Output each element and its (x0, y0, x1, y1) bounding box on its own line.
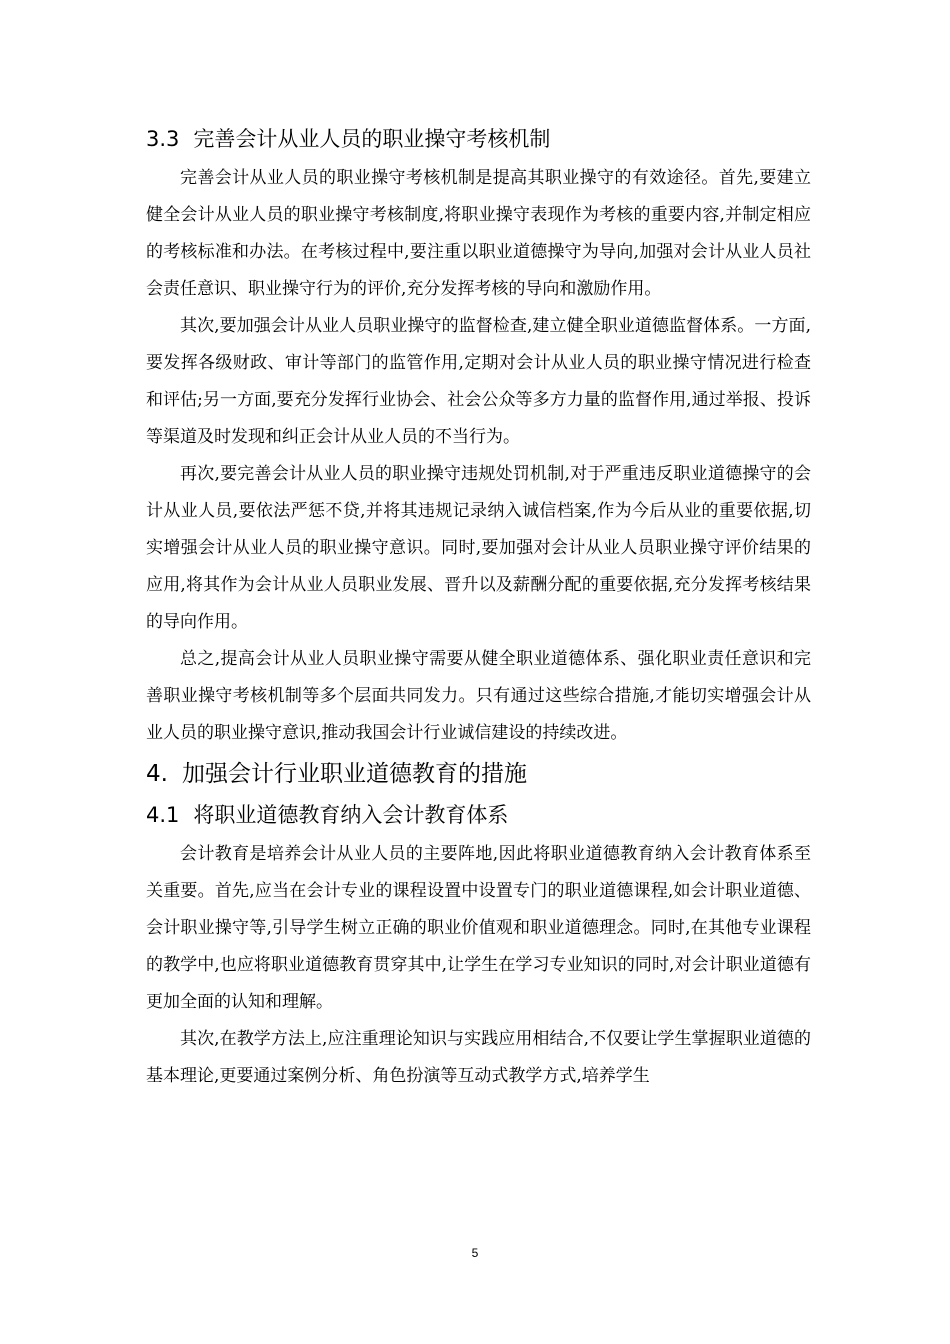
section-3-3-heading (146, 122, 811, 156)
section-3-3-title: 完善会计从业人员的职业操守考核机制 (193, 127, 551, 151)
section-4-1-paragraph-2: 其次,在教学方法上,应注重理论知识与实践应用相结合,不仅要让学生掌握职业道德的基本理论,更要通过案例分析、角色扮演等互动式教学方式,培养学生 (146, 1029, 811, 1086)
section-3-3-paragraph-3: 再次,要完善会计从业人员的职业操守违规处罚机制,对于严重违反职业道德操守的会计从业人员,要依法严惩不贷,并将其违规记录纳入诚信档案,作为今后从业的重要依据,切实增强会计从业人员的职业操守意识。同时,要加强对会计从业人员职业操守评价结果的应用,将其作为会计从业人员职业发展、晋升以及薪酬分配的重要依据,充分发挥考核结果的导向作用。 (146, 464, 811, 632)
section-3-3-number: 3.3 (146, 127, 180, 151)
section-4-number: 4. (146, 761, 168, 787)
section-3-3-paragraph-1: 完善会计从业人员的职业操守考核机制是提高其职业操守的有效途径。首先,要建立健全会计从业人员的职业操守考核制度,将职业操守表现作为考核的重要内容,并制定相应的考核标准和办法。在考核过程中,要注重以职业道德操守为导向,加强对会计从业人员社会责任意识、职业操守行为的评价,充分发挥考核的导向和激励作用。 (146, 168, 811, 299)
section-4-1-heading (146, 798, 811, 832)
section-4-title: 加强会计行业职业道德教育的措施 (181, 761, 527, 787)
section-3-3-paragraph-4: 总之,提高会计从业人员职业操守需要从健全职业道德体系、强化职业责任意识和完善职业操守考核机制等多个层面共同发力。只有通过这些综合措施,才能切实增强会计从业人员的职业操守意识,推动我国会计行业诚信建设的持续改进。 (146, 649, 811, 743)
section-3-3-paragraph-2: 其次,要加强会计从业人员职业操守的监督检查,建立健全职业道德监督体系。一方面,要发挥各级财政、审计等部门的监管作用,定期对会计从业人员的职业操守情况进行检查和评估;另一方面,要充分发挥行业协会、社会公众等多方力量的监督作用,通过举报、投诉等渠道及时发现和纠正会计从业人员的不当行为。 (146, 316, 811, 447)
section-4-1-paragraph-1: 会计教育是培养会计从业人员的主要阵地,因此将职业道德教育纳入会计教育体系至关重要。首先,应当在会计专业的课程设置中设置专门的职业道德课程,如会计职业道德、会计职业操守等,引导学生树立正确的职业价值观和职业道德理念。同时,在其他专业课程的教学中,也应将职业道德教育贯穿其中,让学生在学习专业知识的同时,对会计职业道德有更加全面的认知和理解。 (146, 844, 811, 1012)
section-4-heading (146, 756, 811, 792)
page-number: 5 (471, 1246, 479, 1260)
page-content (146, 122, 811, 1095)
section-4-1-title: 将职业道德教育纳入会计教育体系 (193, 803, 509, 827)
section-4-1-number: 4.1 (146, 803, 180, 827)
